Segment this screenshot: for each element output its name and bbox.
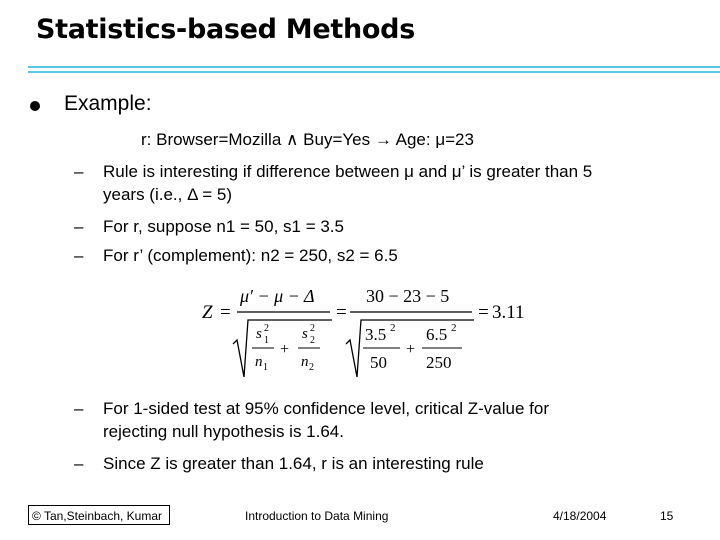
- point-4-line-2: rejecting null hypothesis is 1.64.: [103, 422, 344, 441]
- formula-den-2b: 250: [426, 353, 452, 372]
- dash: –: [74, 399, 84, 418]
- formula-n1-sub: 1: [263, 362, 268, 373]
- formula-s2-sub: 2: [310, 335, 315, 346]
- point-3-line-1: For r’ (complement): n2 = 250, s2 = 6.5: [103, 246, 398, 265]
- title-rule-top: [28, 66, 720, 68]
- formula-s2-sup: 2: [310, 323, 315, 334]
- formula-plus-2: +: [406, 341, 416, 358]
- formula-result: 3.11: [492, 302, 525, 323]
- dash: –: [74, 217, 84, 236]
- formula-n1: n: [255, 354, 263, 370]
- point-5-line-1: Since Z is greater than 1.64, r is an interesting rule: [103, 454, 484, 473]
- formula-num-1: μ′ − μ − Δ: [240, 286, 315, 306]
- dash: –: [74, 246, 84, 265]
- example-heading: Example:: [64, 92, 152, 115]
- footer-authors: © Tan,Steinbach, Kumar: [28, 505, 170, 525]
- formula-eq-2: =: [336, 302, 347, 323]
- formula-num-2: 30 − 23 − 5: [366, 286, 450, 306]
- formula-s1-sup: 2: [264, 323, 269, 334]
- formula-den-2a: 50: [370, 353, 387, 372]
- point-4-line-1: For 1-sided test at 95% confidence level, critical Z-value for: [103, 399, 549, 418]
- point-1-line-2: years (i.e., Δ = 5): [103, 185, 232, 204]
- formula-s1-sub: 1: [264, 335, 269, 346]
- bullet-dot: [30, 101, 40, 111]
- formula-s2: s: [302, 326, 308, 342]
- formula-num-2a-sup: 2: [390, 322, 396, 334]
- rule-text: r: Browser=Mozilla ∧ Buy=Yes → Age: μ=23: [141, 130, 474, 149]
- formula-eq-1: =: [220, 302, 231, 323]
- footer-page: 15: [660, 509, 674, 523]
- footer-course: Introduction to Data Mining: [245, 509, 389, 523]
- point-1-line-1: Rule is interesting if difference between μ and μ’ is greater than 5: [103, 162, 593, 181]
- slide-title: Statistics-based Methods: [36, 14, 415, 45]
- formula-n2-sub: 2: [309, 362, 314, 373]
- formula-s1: s: [256, 326, 262, 342]
- formula-num-2b: 6.5: [426, 325, 448, 344]
- title-rule-bottom: [28, 71, 720, 73]
- formula-lhs: Z: [202, 302, 213, 323]
- dash: –: [74, 454, 84, 473]
- formula-eq-3: =: [478, 302, 489, 323]
- point-2-line-1: For r, suppose n1 = 50, s1 = 3.5: [103, 217, 344, 236]
- z-score-formula: [200, 282, 530, 382]
- dash: –: [74, 162, 84, 181]
- formula-num-2a: 3.5: [365, 325, 387, 344]
- footer-date: 4/18/2004: [553, 509, 607, 523]
- formula-n2: n: [301, 354, 309, 370]
- formula-num-2b-sup: 2: [451, 322, 457, 334]
- formula-plus-1: +: [280, 341, 290, 358]
